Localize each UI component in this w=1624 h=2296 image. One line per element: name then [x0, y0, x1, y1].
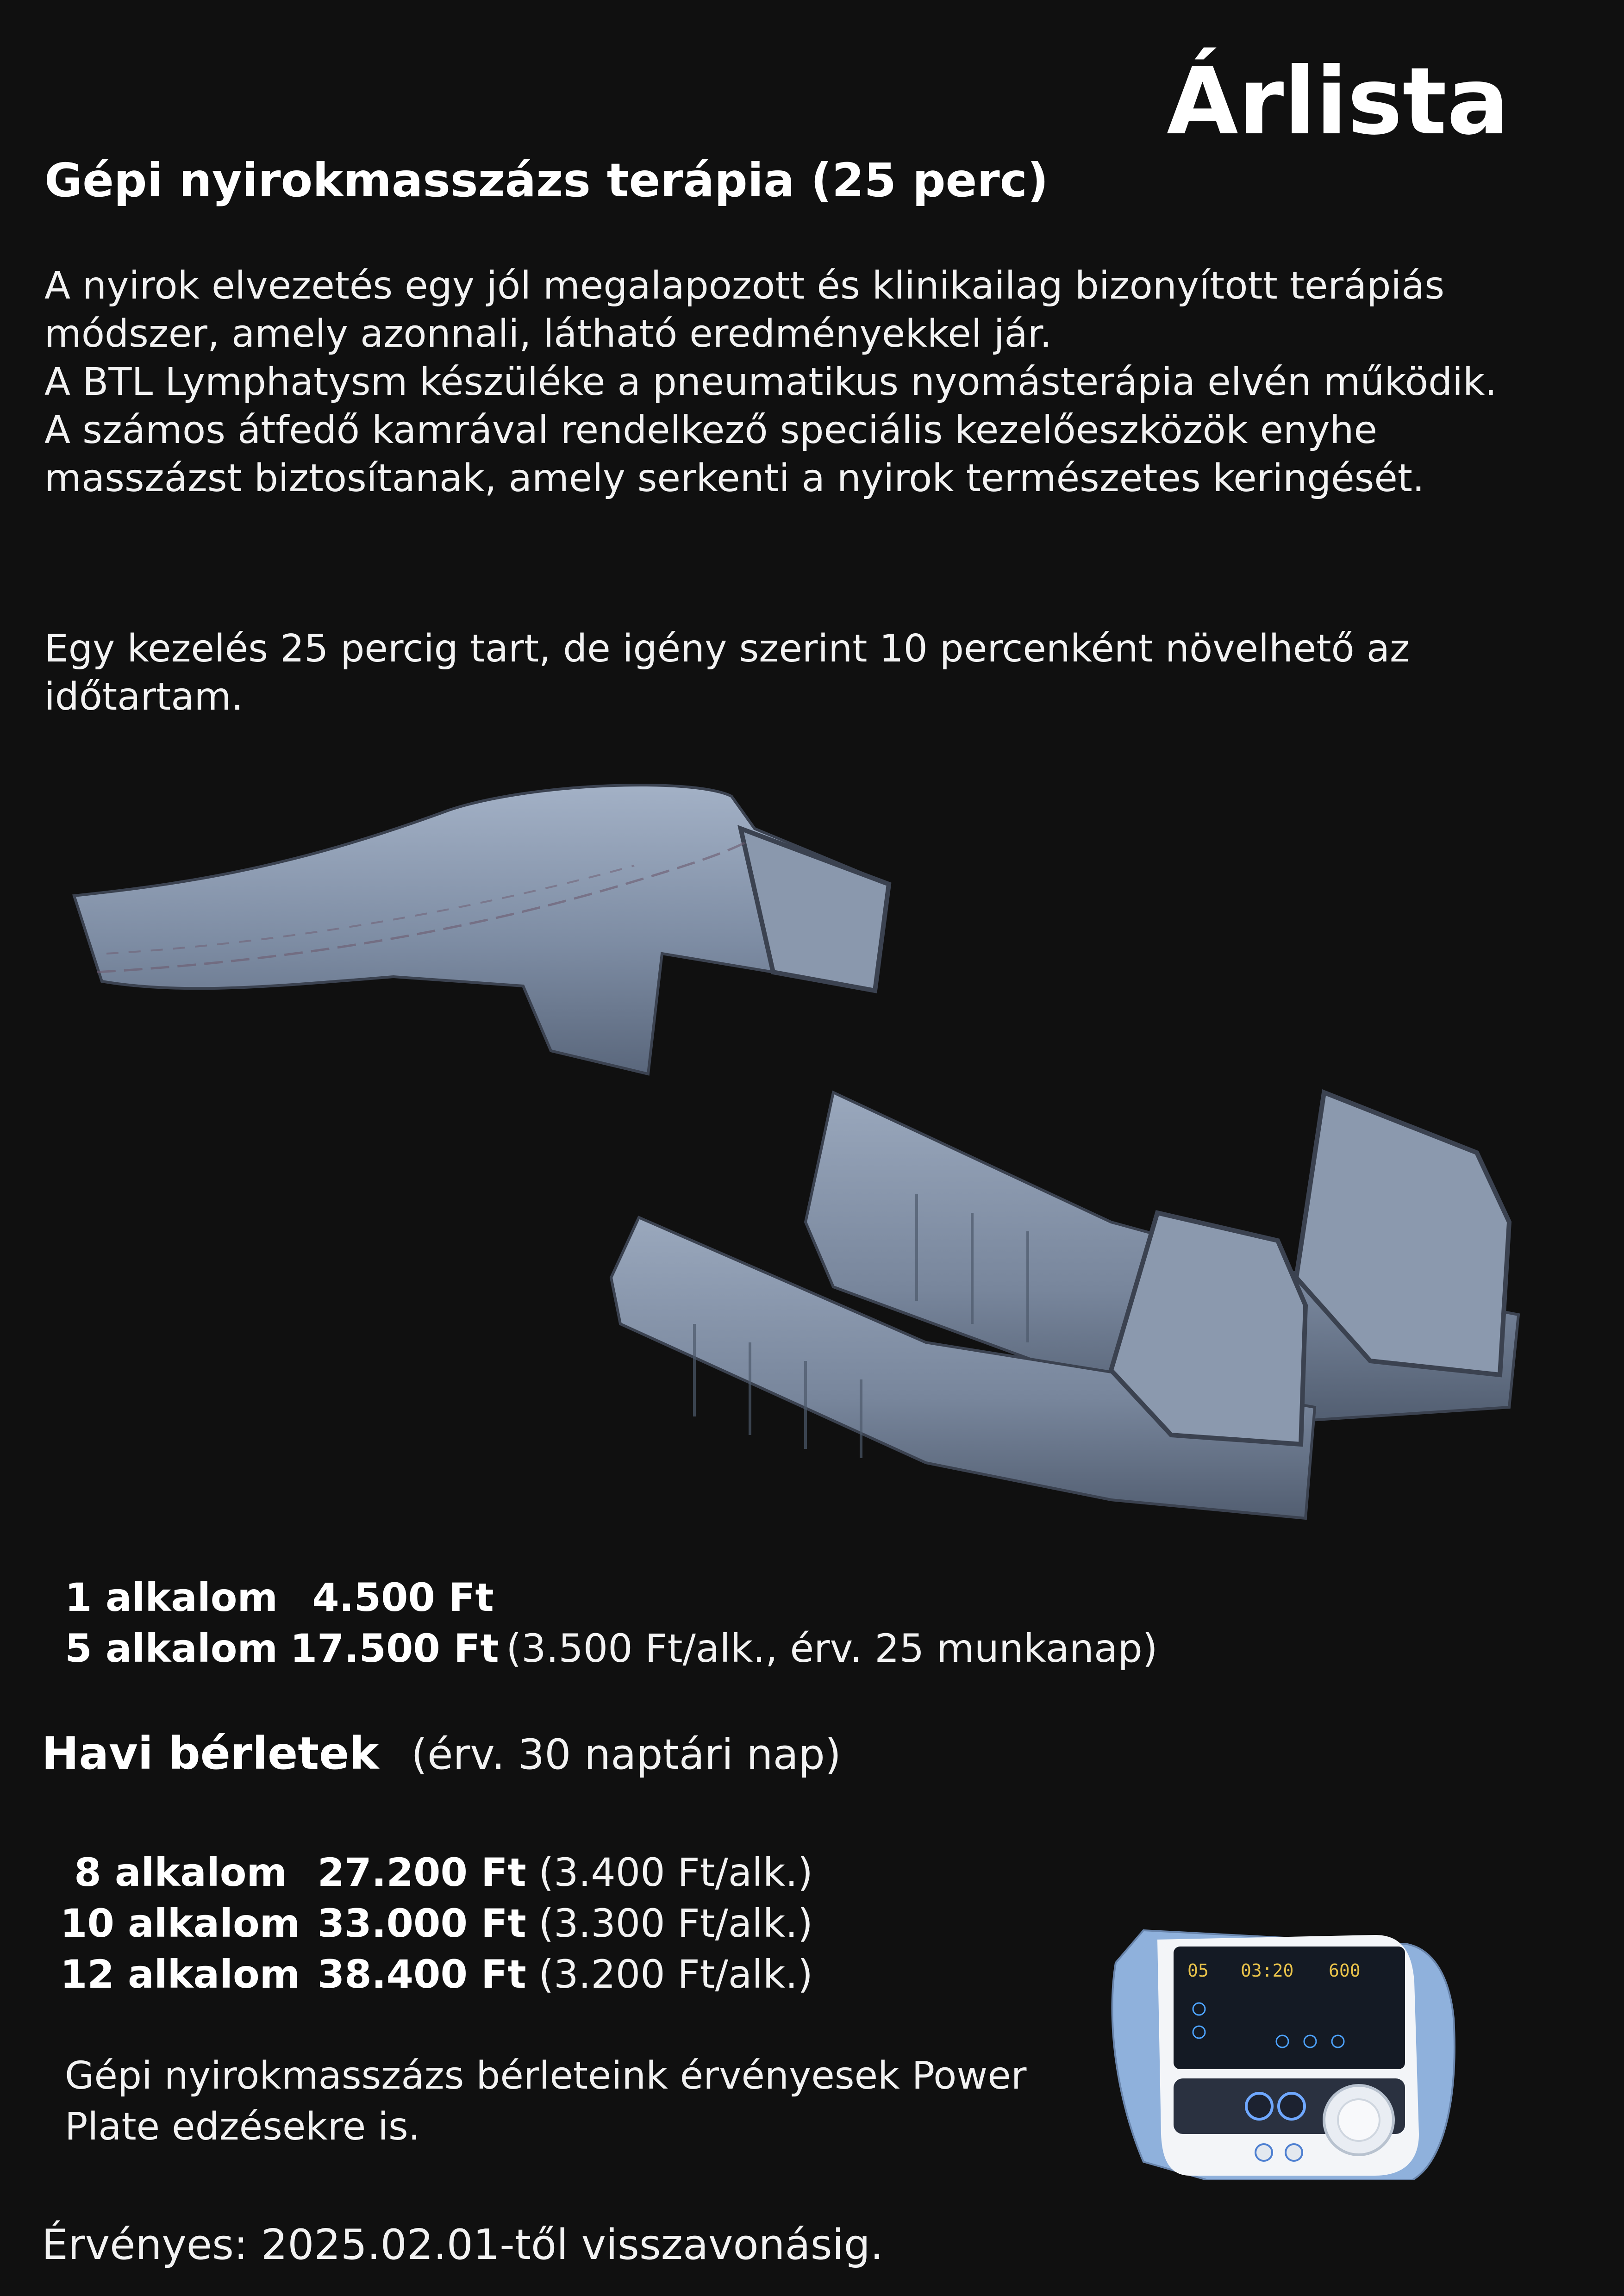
description-block [44, 262, 1572, 503]
device-image [1088, 1903, 1463, 2180]
single-price-list [65, 1572, 1158, 1674]
price-row [60, 1949, 813, 2000]
description-paragraph: A nyirok elvezetés egy jól megalapozott és klinikailag bizonyított terápiás módszer, amely azonnali, látható eredményekkel jár. [44, 264, 1445, 356]
monthly-price-list [60, 1847, 813, 2000]
page-title: Árlista [1167, 48, 1510, 156]
device-display-value: 600 [1329, 1960, 1361, 1981]
price-value: 17.500 Ft [290, 1626, 499, 1671]
leg-sleeves-image [602, 1083, 1528, 1546]
price-note: (3.200 Ft/alk.) [538, 1952, 813, 1997]
price-row [60, 1847, 813, 1898]
session-count: 1 alkalom [65, 1575, 278, 1620]
monthly-pass-title: Havi bérletek [42, 1728, 379, 1779]
price-note: (3.300 Ft/alk.) [538, 1901, 813, 1946]
device-display-value: 05 [1187, 1960, 1209, 1981]
monthly-pass-heading [42, 1726, 841, 1783]
price-row [65, 1623, 1158, 1674]
price-value: 33.000 Ft [317, 1901, 526, 1946]
validity-note: Érvényes: 2025.02.01-től visszavonásig. [42, 2221, 884, 2269]
session-count: 10 alkalom [60, 1901, 300, 1946]
price-row [65, 1572, 1158, 1623]
description-paragraph: A BTL Lymphatysm készüléke a pneumatikus nyomásterápia elvén működik. [44, 360, 1497, 404]
description-paragraph: A számos átfedő kamrával rendelkező speciális kezelőeszközök enyhe masszázst biztosítanak, amely serkenti a nyirok természetes keringését. [44, 408, 1424, 500]
price-note: (3.400 Ft/alk.) [538, 1850, 813, 1895]
session-count: 5 alkalom [65, 1626, 278, 1671]
price-value: 38.400 Ft [317, 1952, 526, 1997]
monthly-pass-validity: (érv. 30 naptári nap) [411, 1730, 841, 1779]
price-note: (3.500 Ft/alk., érv. 25 munkanap) [506, 1626, 1158, 1671]
device-display-value: 03:20 [1241, 1960, 1294, 1981]
price-row [60, 1898, 813, 1949]
power-plate-note: Gépi nyirokmasszázs bérleteink érvényesek Power Plate edzésekre is. [65, 2054, 1027, 2149]
price-value: 4.500 Ft [312, 1575, 494, 1620]
session-count: 12 alkalom [60, 1952, 300, 1997]
duration-note: Egy kezelés 25 percig tart, de igény szerint 10 percenként növelhető az időtartam. [44, 627, 1410, 719]
arm-sleeve-image [69, 778, 903, 1083]
price-value: 27.200 Ft [317, 1850, 526, 1895]
session-count: 8 alkalom [74, 1850, 287, 1895]
section-heading: Gépi nyirokmasszázs terápia (25 perc) [44, 153, 1049, 207]
